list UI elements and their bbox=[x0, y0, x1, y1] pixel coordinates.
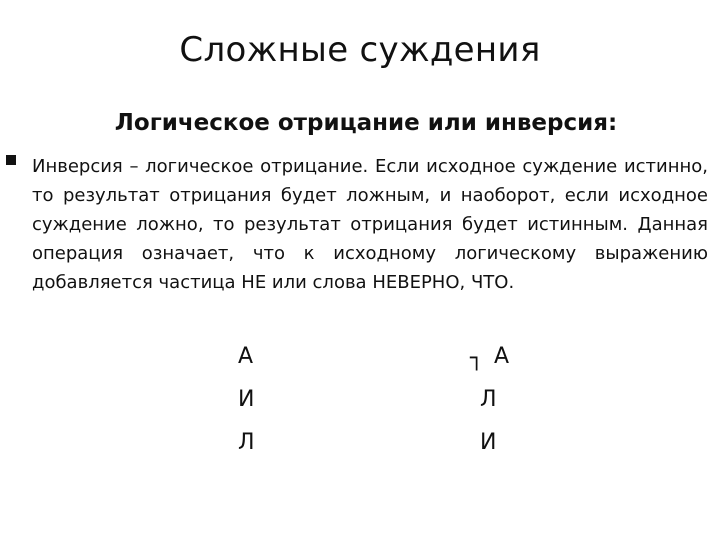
definition-paragraph: Инверсия – логическое отрицание. Если исходное суждение истинно, то результат отрицания будет ложным, и наоборот, если исходное суждение ложно, то результат отрицания будет истинным. Данная операция означает, что к исходному логическому выражению добавляется частица НЕ или слова НЕВЕРНО, ЧТО. bbox=[32, 156, 708, 293]
slide-subtitle: Логическое отрицание или инверсия: bbox=[114, 110, 618, 136]
truth-table-right-column bbox=[480, 335, 509, 464]
truth-table-right-header: А bbox=[494, 344, 510, 369]
truth-table-right-row: Л bbox=[480, 387, 497, 412]
truth-table-left-row: Л bbox=[238, 430, 255, 455]
truth-table-left-column bbox=[238, 335, 255, 464]
truth-table-right-row: И bbox=[480, 430, 497, 455]
negation-symbol: ┐ bbox=[470, 346, 484, 371]
truth-table-left-header: А bbox=[238, 344, 254, 369]
square-bullet-icon bbox=[6, 155, 16, 165]
truth-table-left-row: И bbox=[238, 387, 255, 412]
slide-title: Сложные суждения bbox=[179, 30, 541, 70]
truth-table bbox=[0, 335, 720, 465]
